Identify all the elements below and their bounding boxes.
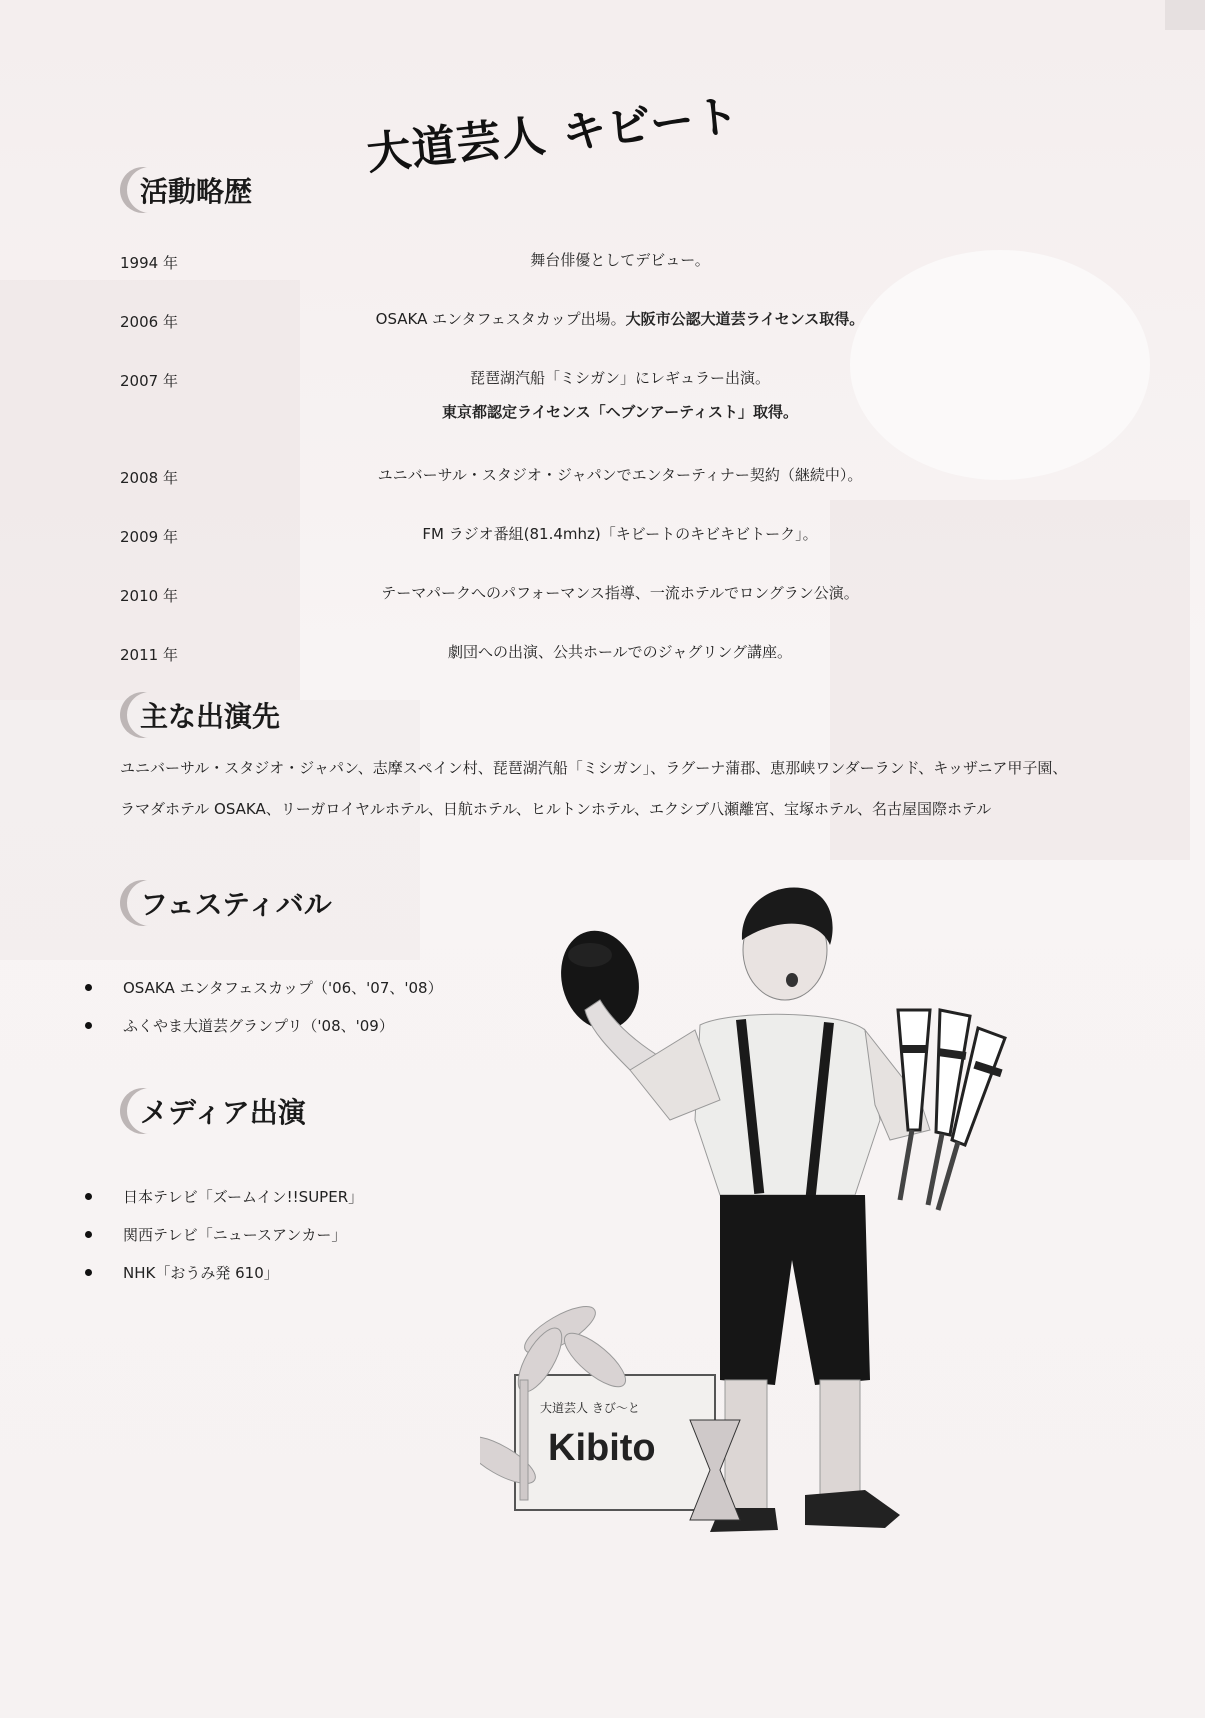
bullet-icon — [85, 1022, 92, 1029]
bullet-icon — [85, 984, 92, 991]
section-festival-heading — [120, 873, 332, 933]
list-item-text: 関西テレビ「ニュースアンカー」 — [123, 1226, 347, 1244]
list-item — [85, 977, 443, 1015]
history-text: 劇団への出演、公共ホールでのジャグリング講座。 — [447, 643, 793, 661]
history-desc — [300, 517, 940, 551]
list-item-text: NHK「おうみ発 610」 — [123, 1264, 279, 1282]
list-item — [85, 1186, 363, 1224]
bullet-icon — [85, 1269, 92, 1276]
history-text-bold: 大阪市公認大道芸ライセンス取得。 — [625, 310, 865, 328]
bullet-icon — [85, 1231, 92, 1238]
media-list — [85, 1186, 363, 1300]
crescent-icon — [120, 692, 166, 738]
history-year: 2009 年 — [120, 528, 178, 546]
crescent-icon — [120, 880, 166, 926]
venues-text: ユニバーサル・スタジオ・ジャパン、志摩スペイン村、琵琶湖汽船「ミシガン」、ラグーナ蒲郡、恵那峡ワンダーランド、キッザニア甲子園、ラマダホテル OSAKA、リーガロイヤルホテル、日航ホテル、ヒルトンホテル、エクシブ八瀬離宮、宝塚ホテル、名古屋国際ホテル — [120, 759, 1068, 818]
list-item-text: 日本テレビ「ズームイン!!SUPER」 — [123, 1188, 364, 1206]
crescent-icon — [120, 167, 166, 213]
sign-small-text: 大道芸人 きび～と — [540, 1401, 640, 1415]
juggling-clubs-icon — [898, 1010, 1005, 1210]
section-media-heading — [120, 1081, 306, 1141]
section-label: フェスティバル — [140, 888, 332, 921]
page-title: 大道芸人 キビート — [364, 90, 743, 181]
history-year: 2010 年 — [120, 587, 178, 605]
section-label: 活動略歴 — [140, 175, 253, 208]
history-text: FM ラジオ番組(81.4mhz)「キビートのキビキビトーク」。 — [422, 525, 818, 543]
section-history-heading — [120, 160, 252, 220]
history-year: 2007 年 — [120, 372, 178, 390]
crescent-icon — [120, 1088, 166, 1134]
history-desc — [300, 635, 940, 669]
history-year: 2006 年 — [120, 313, 178, 331]
list-item — [85, 1015, 443, 1053]
history-text: テーマパークへのパフォーマンス指導、一流ホテルでロングラン公演。 — [381, 584, 859, 602]
sign-big-text: Kibito — [548, 1427, 656, 1469]
history-desc — [300, 576, 940, 610]
history-text: 舞台俳優としてデビュー。 — [530, 251, 710, 269]
list-item — [85, 1224, 363, 1262]
history-year: 2011 年 — [120, 646, 178, 664]
section-venues-heading — [120, 685, 280, 745]
history-desc — [300, 361, 940, 429]
kibito-sign — [515, 1375, 715, 1510]
history-text: ユニバーサル・スタジオ・ジャパンでエンターティナー契約（継続中）。 — [377, 466, 863, 484]
history-year: 1994 年 — [120, 254, 178, 272]
history-year: 2008 年 — [120, 469, 178, 487]
juggler-photo — [480, 860, 1050, 1650]
section-label: 主な出演先 — [140, 700, 281, 733]
page-corner — [1165, 0, 1205, 30]
list-item-text: ふくやま大道芸グランプリ（'08、'09） — [123, 1017, 394, 1035]
history-desc — [300, 302, 940, 336]
history-desc — [300, 243, 940, 277]
list-item-text: OSAKA エンタフェスカップ（'06、'07、'08） — [123, 979, 443, 997]
bg-photo-left — [0, 280, 300, 700]
bullet-icon — [85, 1193, 92, 1200]
history-text: OSAKA エンタフェスタカップ出場。 — [375, 310, 626, 328]
section-label: メディア出演 — [140, 1096, 306, 1129]
history-desc — [300, 458, 940, 492]
history-text-bold: 東京都認定ライセンス「ヘブンアーティスト」取得。 — [442, 403, 798, 421]
history-text: 琵琶湖汽船「ミシガン」にレギュラー出演。 — [469, 369, 770, 387]
festival-list — [85, 977, 443, 1053]
list-item — [85, 1262, 363, 1300]
